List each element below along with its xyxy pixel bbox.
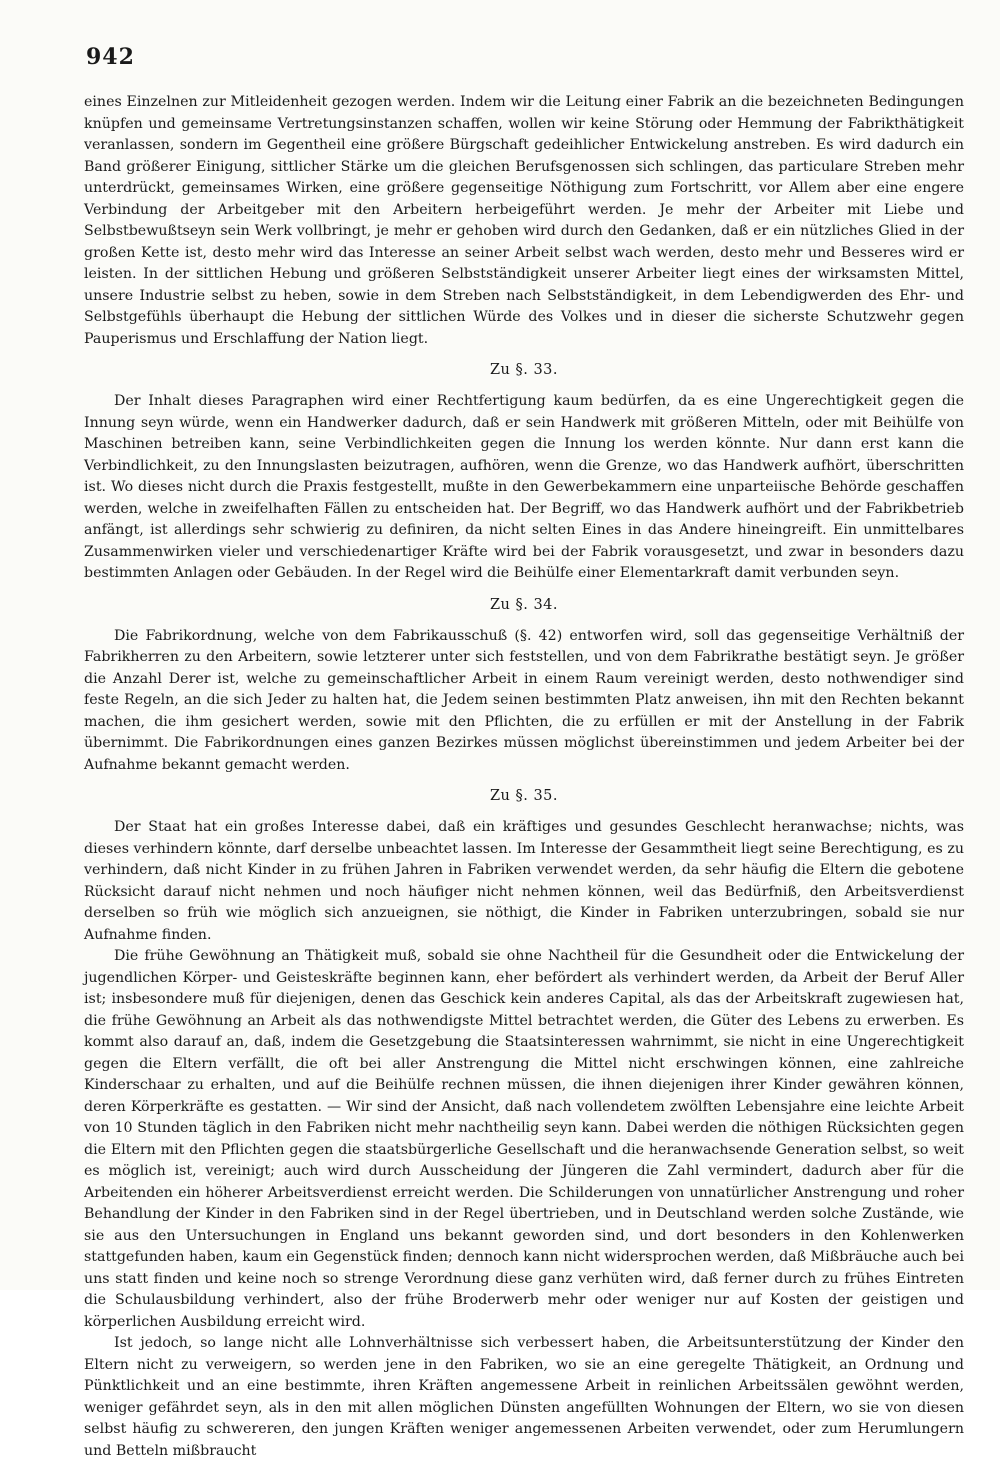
section-heading-35: Zu §. 35. <box>489 788 559 804</box>
page-number: 942 <box>86 44 135 70</box>
body-text <box>84 92 964 1462</box>
section-35-paragraph-1: Der Staat hat ein großes Interesse dabei, daß ein kräftiges und gesundes Geschlecht heranwachse; nichts, was dieses verhindern könnte, darf derselbe unbeachtet lassen. Im Interesse der Gesammtheit liegt seine Berechtigung, es zu verhindern, daß nicht Kinder in zu frühen Jahren in Fabriken verwendet werden, da sehr häufig die Eltern die gebotene Rücksicht darauf nicht nehmen und noch häufiger nicht nehmen können, weil das Bedürfniß, den Arbeitsverdienst derselben so früh wie möglich sich anzueignen, sie nöthigt, die Kinder in Fabriken unterzubringen, sobald sie nur Aufnahme finden. <box>84 819 964 943</box>
section-35-paragraph-3: Ist jedoch, so lange nicht alle Lohnverhältnisse sich verbessert haben, die Arbeitsunterstützung der Kinder den Eltern nicht zu verweigern, so werden jene in den Fabriken, wo sie an eine geregelte Thätigkeit, an Ordnung und Pünktlichkeit und an eine bestimmte, ihren Kräften angemessene Arbeit in reinlichen Arbeitssälen gewöhnt werden, weniger gefährdet seyn, als in den mit allen möglichen Dünsten angefüllten Wohnungen der Eltern, wo sie von diesen selbst häufig zu schwereren, den jungen Kräften weniger angemessenen Arbeiten verwendet, oder zum Herumlungern und Betteln mißbraucht <box>84 1335 964 1459</box>
section-33-paragraph: Der Inhalt dieses Paragraphen wird einer Rechtfertigung kaum bedürfen, da es eine Ungerechtigkeit gegen die Innung seyn würde, wenn ein Handwerker dadurch, daß er sein Handwerk mit größeren Mitteln, oder mit Beihülfe von Maschinen betreiben kann, seine Verbindlichkeiten gegen die Innung los werden könnte. Nur dann erst kann die Verbindlichkeit, zu den Innungslasten beizutragen, aufhören, wenn die Grenze, wo das Handwerk aufhört, überschritten ist. Wo dieses nicht durch die Praxis festgestellt, mußte in den Gewerbekammern eine unparteiische Behörde geschaffen werden, welche in zweifelhaften Fällen zu entscheiden hat. Der Begriff, wo das Handwerk aufhört und der Fabrikbetrieb anfängt, ist allerdings sehr schwierig zu definiren, da nicht selten Eines in das Andere hineingreift. Ein unmittelbares Zusammenwirken vieler und verschiedenartiger Kräfte wird bei der Fabrik vorausgesetzt, und zwar in besonders dazu bestimmten Anlagen oder Gebäuden. In der Regel wird die Beihülfe einer Elementarkraft damit verbunden seyn. <box>84 393 964 581</box>
section-34-paragraph: Die Fabrikordnung, welche von dem Fabrikausschuß (§. 42) entworfen wird, soll das gegenseitige Verhältniß der Fabrikherren zu den Arbeitern, sowie letzterer unter sich feststellen, und von dem Fabrikrathe bestätigt seyn. Je größer die Anzahl Derer ist, welche zu gemeinschaftlicher Arbeit in einem Raum vereinigt werden, desto nothwendiger sind feste Regeln, an die sich Jeder zu halten hat, die Jedem seinen bestimmten Platz anweisen, ihn mit den Rechten bekannt machen, die ihm gesichert werden, sowie mit den Pflichten, die zu erfüllen er mit der Anstellung in der Fabrik übernimmt. Die Fabrikordnungen eines ganzen Bezirkes müssen möglichst übereinstimmen und jedem Arbeiter bei der Aufnahme bekannt gemacht werden. <box>84 627 964 773</box>
section-35-paragraph-2: Die frühe Gewöhnung an Thätigkeit muß, sobald sie ohne Nachtheil für die Gesundheit oder die Entwickelung der jugendlichen Körper- und Geisteskräfte beginnen kann, eher befördert als verhindert werden, da Arbeit der Beruf Aller ist; insbesondere muß für diejenigen, denen das Geschick kein anderes Capital, als das der Arbeitskraft zugewiesen hat, die frühe Gewöhnung an Arbeit als das nothwendigste Mittel betrachtet werden, die Güter des Lebens zu erwerben. Es kommt also darauf an, daß, indem die Gesetzgebung die Staatsinteressen wahrnimmt, sie nicht in eine Ungerechtigkeit gegen die Eltern verfällt, die oft bei aller Anstrengung die Mittel nicht erschwingen können, eine zahlreiche Kinderschaar zu erhalten, und auf die Beihülfe rechnen müssen, die ihnen diejenigen ihrer Kinder gewähren können, deren Körperkräfte es gestatten. — Wir sind der Ansicht, daß nach vollendetem zwölften Lebensjahre eine leichte Arbeit von 10 Stunden täglich in den Fabriken nicht mehr nachtheilig seyn kann. Dabei werden die nöthigen Rücksichten gegen die Eltern mit den Pflichten gegen die staatsbürgerliche Gesellschaft und die heranwachsende Generation selbst, so weit es möglich ist, vereinigt; auch wird durch Ausscheidung der Jüngeren die Zahl vermindert, dadurch aber für die Arbeitenden ein höherer Arbeitsverdienst erreicht werden. Die Schilderungen von unnatürlicher Anstrengung und roher Behandlung der Kinder in den Fabriken sind in der Regel übertrieben, und in Deutschland werden solche Zustände, wie sie aus den Untersuchungen in England uns bekannt geworden sind, und dort besonders in den Kohlenwerken stattgefunden haben, kaum ein Gegenstück finden; dennoch kann nicht widersprochen werden, daß Mißbräuche auch bei uns statt finden und keine noch so strenge Verordnung diese ganz verhüten wird, daß ferner durch zu frühes Eintreten die Schulausbildung verhindert, also der frühe Broderwerb mehr oder weniger nur auf Kosten der geistigen und körperlichen Ausbildung erreicht wird. <box>84 948 964 1330</box>
section-heading-33: Zu §. 33. <box>489 362 559 378</box>
section-heading-34: Zu §. 34. <box>489 596 559 613</box>
intro-paragraph: eines Einzelnen zur Mitleidenheit gezogen werden. Indem wir die Leitung einer Fabrik an die bezeichneten Bedingungen knüpfen und gemeinsame Vertretungsinstanzen schaffen, wollen wir keine Störung oder Hemmung der Fabrikthätigkeit veranlassen, sondern im Gegentheil eine größere Bürgschaft gedeihlicher Entwickelung anstreben. Es wird dadurch ein Band größerer Einigung, sittlicher Stärke um die gleichen Berufsgenossen sich schlingen, das particulare Streben mehr unterdrückt, gemeinsames Wirken, eine größere gegenseitige Nöthigung zum Fortschritt, vor Allem aber eine engere Verbindung der Arbeitgeber mit den Arbeitern herbeigeführt werden. Je mehr der Arbeiter mit Liebe und Selbstbewußtseyn sein Werk vollbringt, je mehr er gehoben wird durch den Gedanken, daß er ein nützliches Glied in der großen Kette ist, desto mehr wird das Interesse an seiner Arbeit selbst wach werden, desto mehr und Besseres wird er leisten. In der sittlichen Hebung und größeren Selbstständigkeit unserer Arbeiter liegt eines der wirksamsten Mittel, unsere Industrie selbst zu heben, sowie in dem Streben nach Selbstständigkeit, in dem Lebendigwerden des Ehr- und Selbstgefühls überhaupt die Hebung der sittlichen Würde des Volkes und in dieser die sicherste Schutzwehr gegen Pauperismus und Erschlaffung der Nation liegt. <box>84 94 964 347</box>
